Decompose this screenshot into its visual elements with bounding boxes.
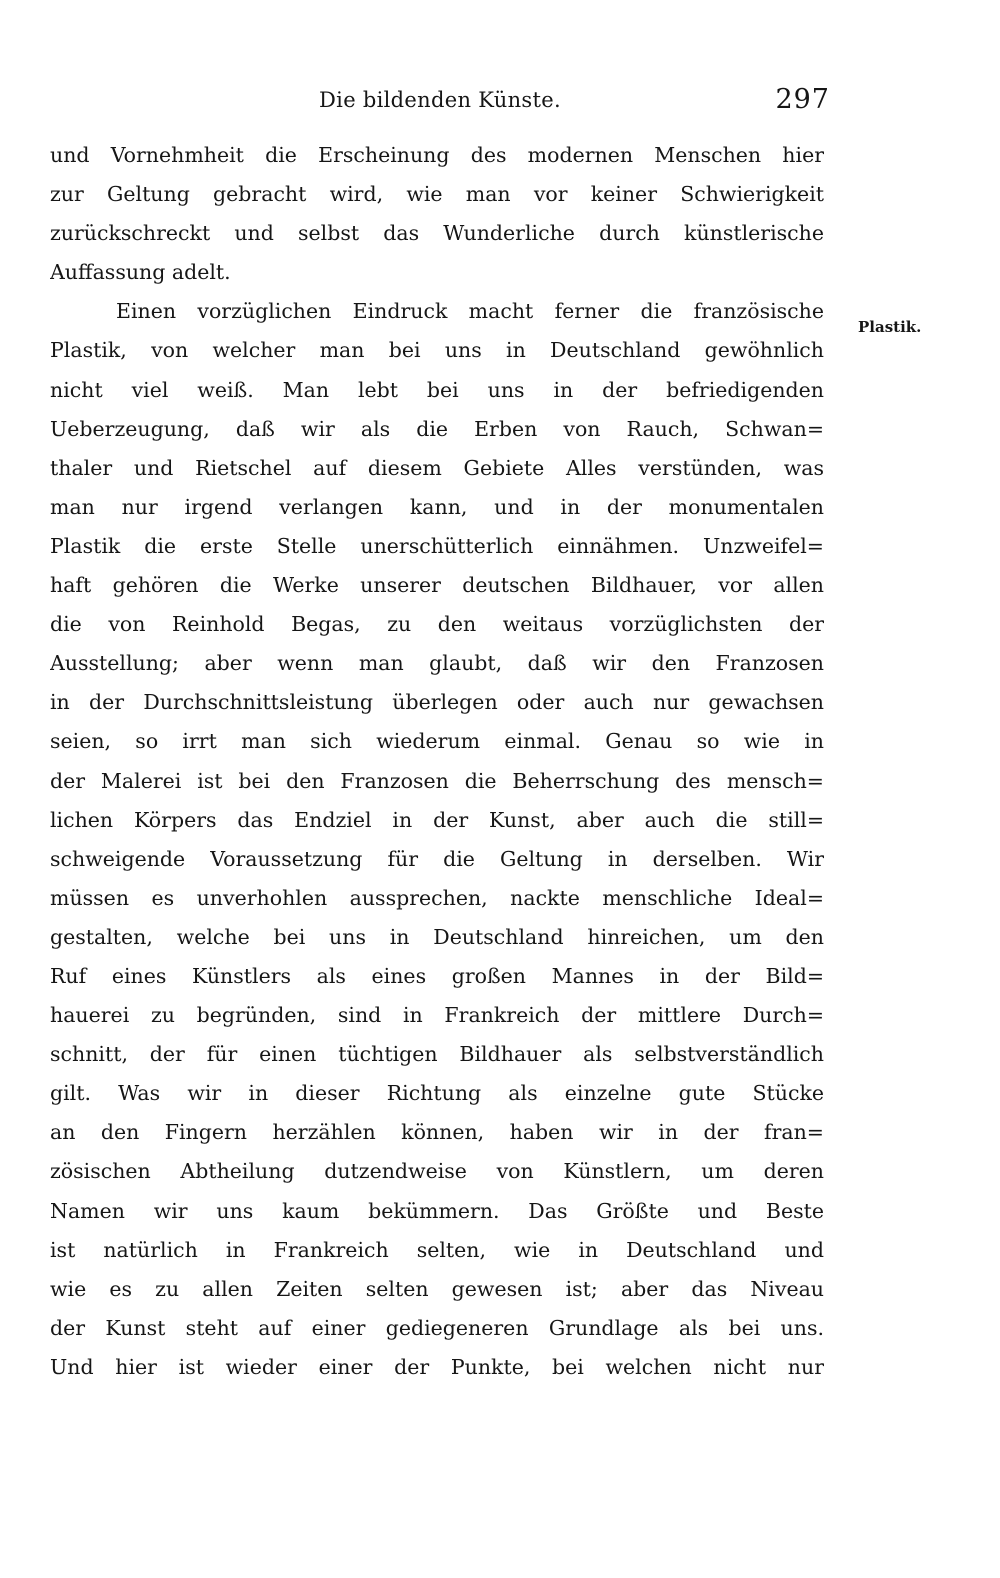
text-line: Namen wir uns kaum bekümmern. Das Größte und Beste: [50, 1198, 824, 1223]
text-line: gilt. Was wir in dieser Richtung als einzelne gute Stücke: [50, 1081, 824, 1106]
text-line: schweigende Voraussetzung für die Geltung in derselben. Wir: [50, 846, 824, 871]
text-line: in der Durchschnittsleistung überlegen oder auch nur gewachsen: [50, 690, 824, 715]
text-line: und Vornehmheit die Erscheinung des modernen Menschen hier: [50, 143, 824, 167]
text-line: die von Reinhold Begas, zu den weitaus vorzüglichsten der: [50, 612, 824, 637]
text-line: Einen vorzüglichen Eindruck macht ferner die französische: [116, 299, 824, 324]
text-line: Ausstellung; aber wenn man glaubt, daß wir den Franzosen: [50, 651, 824, 676]
page-number: 297: [775, 84, 830, 115]
text-line: hauerei zu begründen, sind in Frankreich der mittlere Durch=: [50, 1003, 824, 1028]
body-text: [50, 136, 824, 1387]
text-line: ist natürlich in Frankreich selten, wie in Deutschland und: [50, 1237, 824, 1262]
text-line: Und hier ist wieder einer der Punkte, bei welchen nicht nur: [50, 1354, 824, 1379]
text-line: schnitt, der für einen tüchtigen Bildhauer als selbstverständlich: [50, 1042, 824, 1067]
text-line: zurückschreckt und selbst das Wunderliche durch künstlerische: [50, 221, 824, 246]
text-line: thaler und Rietschel auf diesem Gebiete Alles verstünden, was: [50, 455, 824, 480]
running-header: [50, 84, 830, 124]
text-line: Plastik die erste Stelle unerschütterlich einnähmen. Unzweifel=: [50, 533, 824, 558]
text-line: müssen es unverhohlen aussprechen, nackte menschliche Ideal=: [50, 885, 824, 910]
text-line: Plastik, von welcher man bei uns in Deutschland gewöhnlich: [50, 338, 824, 363]
text-line: gestalten, welche bei uns in Deutschland hinreichen, um den: [50, 924, 824, 949]
text-line: zösischen Abtheilung dutzendweise von Künstlern, um deren: [50, 1159, 824, 1184]
text-line: lichen Körpers das Endziel in der Kunst, aber auch die still=: [50, 807, 824, 832]
text-line: haft gehören die Werke unserer deutschen Bildhauer, vor allen: [50, 573, 824, 598]
text-line: man nur irgend verlangen kann, und in der monumentalen: [50, 494, 824, 519]
text-line: der Kunst steht auf einer gediegeneren Grundlage als bei uns.: [50, 1315, 824, 1340]
running-title: Die bildenden Künste.: [319, 88, 561, 112]
text-line: zur Geltung gebracht wird, wie man vor keiner Schwierigkeit: [50, 182, 824, 207]
margin-note: Plastik.: [858, 318, 922, 336]
text-line: nicht viel weiß. Man lebt bei uns in der befriedigenden: [50, 377, 824, 402]
text-line: seien, so irrt man sich wiederum einmal. Genau so wie in: [50, 729, 824, 754]
text-line: wie es zu allen Zeiten selten gewesen ist; aber das Niveau: [50, 1276, 824, 1301]
text-line: Auffassung adelt.: [50, 260, 231, 285]
text-line: Ruf eines Künstlers als eines großen Mannes in der Bild=: [50, 963, 824, 988]
text-line: Ueberzeugung, daß wir als die Erben von Rauch, Schwan=: [50, 416, 824, 441]
text-line: an den Fingern herzählen können, haben wir in der fran=: [50, 1120, 824, 1145]
text-line: der Malerei ist bei den Franzosen die Beherrschung des mensch=: [50, 768, 824, 793]
